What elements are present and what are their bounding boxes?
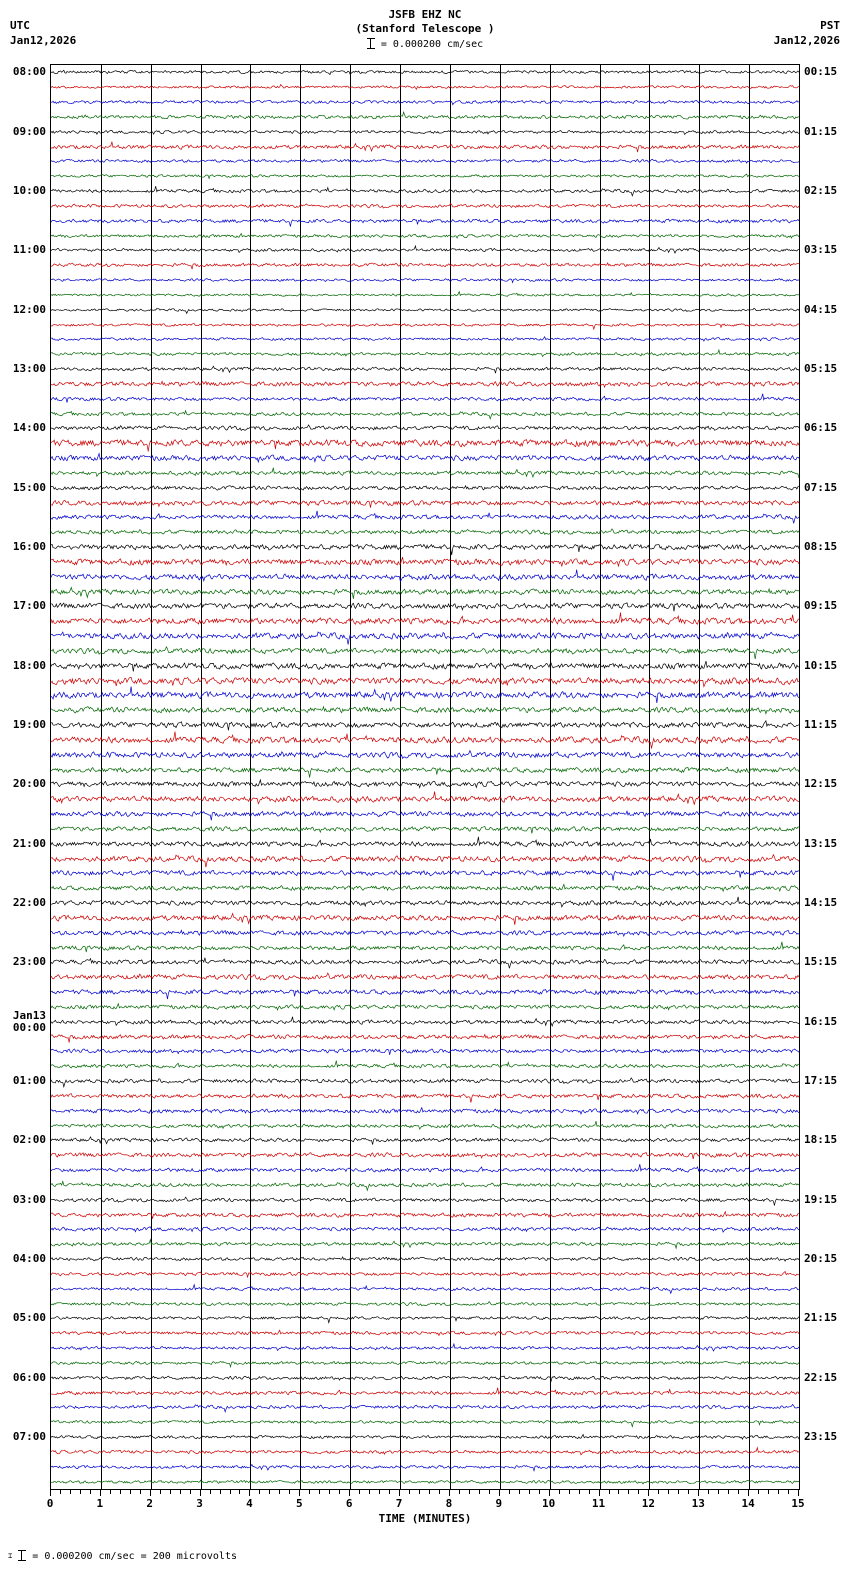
header-title-block [0, 8, 850, 36]
x-tick-minor [519, 1490, 520, 1494]
x-tick-minor [708, 1490, 709, 1494]
row-label-left: 22:00 [12, 896, 46, 910]
row-label-right: 12:15 [804, 777, 838, 791]
x-tick-minor [529, 1490, 530, 1494]
x-tick-major [549, 1490, 550, 1496]
x-tick-label: 3 [196, 1497, 203, 1510]
row-label-left: 21:00 [12, 836, 46, 850]
x-tick-minor [80, 1490, 81, 1494]
x-tick-minor [259, 1490, 260, 1494]
x-tick-minor [369, 1490, 370, 1494]
row-label-left: 19:00 [12, 718, 46, 732]
row-label-right: 13:15 [804, 836, 838, 850]
trace-row [51, 1473, 801, 1491]
x-tick-minor [359, 1490, 360, 1494]
row-label-right: 14:15 [804, 896, 838, 910]
row-label-left: 03:00 [12, 1192, 46, 1206]
x-tick-label: 7 [395, 1497, 403, 1510]
x-tick-minor [718, 1490, 719, 1494]
x-tick-major [648, 1490, 649, 1496]
row-label-right: 03:15 [804, 243, 838, 257]
x-tick-label: 0 [46, 1497, 54, 1510]
page-subtitle: (Stanford Telescope ) [355, 22, 495, 35]
x-tick-minor [559, 1490, 560, 1494]
footer-scale-label: = 0.000200 cm/sec = 200 microvolts [32, 1551, 237, 1562]
row-label-left: Jan13 00:00 [12, 1008, 46, 1034]
x-tick-major [449, 1490, 450, 1496]
x-tick-minor [688, 1490, 689, 1494]
x-tick-major [748, 1490, 749, 1496]
x-tick-minor [419, 1490, 420, 1494]
x-tick-major [599, 1490, 600, 1496]
header-left-timezone: UTC [10, 19, 30, 32]
footer-tiny-mark: ⌶ [8, 1552, 13, 1560]
row-label-right: 22:15 [804, 1370, 838, 1384]
row-label-right: 08:15 [804, 540, 838, 554]
x-tick-minor [279, 1490, 280, 1494]
x-tick-major [200, 1490, 201, 1496]
x-tick-minor [110, 1490, 111, 1494]
x-tick-minor [569, 1490, 570, 1494]
x-tick-minor [180, 1490, 181, 1494]
row-label-left: 23:00 [12, 955, 46, 969]
x-tick-label: 2 [146, 1497, 154, 1510]
row-label-left: 09:00 [12, 124, 46, 138]
row-label-right: 07:15 [804, 480, 838, 494]
x-tick-minor [210, 1490, 211, 1494]
row-label-right: 19:15 [804, 1192, 838, 1206]
x-tick-minor [190, 1490, 191, 1494]
x-tick-label: 11 [591, 1497, 606, 1510]
row-label-left: 12:00 [12, 302, 46, 316]
scale-reference [0, 38, 850, 50]
x-tick-minor [409, 1490, 410, 1494]
x-tick-minor [239, 1490, 240, 1494]
row-label-right: 10:15 [804, 658, 838, 672]
x-tick-minor [70, 1490, 71, 1494]
x-tick-minor [339, 1490, 340, 1494]
x-tick-label: 8 [445, 1497, 453, 1510]
row-label-right: 15:15 [804, 955, 838, 969]
x-tick-minor [269, 1490, 270, 1494]
x-tick-major [50, 1490, 51, 1496]
x-tick-minor [319, 1490, 320, 1494]
row-label-right: 17:15 [804, 1074, 838, 1088]
x-tick-major [349, 1490, 350, 1496]
x-tick-minor [120, 1490, 121, 1494]
footer-scale-bar-icon [18, 1550, 26, 1561]
x-tick-minor [509, 1490, 510, 1494]
row-label-right: 02:15 [804, 184, 838, 198]
row-label-right: 23:15 [804, 1430, 838, 1444]
x-axis [46, 1490, 805, 1510]
row-label-right: 00:15 [804, 65, 838, 79]
x-tick-label: 9 [495, 1497, 503, 1510]
row-label-right: 21:15 [804, 1311, 838, 1325]
row-label-left: 04:00 [12, 1252, 46, 1266]
x-tick-minor [539, 1490, 540, 1494]
x-tick-minor [160, 1490, 161, 1494]
x-tick-label: 4 [246, 1497, 253, 1510]
x-tick-label: 5 [296, 1497, 303, 1510]
row-label-left: 02:00 [12, 1133, 46, 1147]
header-right-date: Jan12,2026 [773, 34, 840, 47]
x-tick-minor [728, 1490, 729, 1494]
x-tick-major [150, 1490, 151, 1496]
x-tick-major [249, 1490, 250, 1496]
x-tick-minor [60, 1490, 61, 1494]
row-label-right: 06:15 [804, 421, 838, 435]
x-tick-minor [479, 1490, 480, 1494]
row-label-left: 05:00 [12, 1311, 46, 1325]
row-label-right: 01:15 [804, 124, 838, 138]
row-label-right: 05:15 [804, 362, 838, 376]
x-tick-minor [778, 1490, 779, 1494]
row-label-left: 08:00 [12, 65, 46, 79]
x-tick-minor [489, 1490, 490, 1494]
row-label-left: 10:00 [12, 184, 46, 198]
x-tick-major [698, 1490, 699, 1496]
row-label-left: 01:00 [12, 1074, 46, 1088]
x-tick-minor [469, 1490, 470, 1494]
x-tick-minor [230, 1490, 231, 1494]
row-label-left: 13:00 [12, 362, 46, 376]
x-tick-minor [379, 1490, 380, 1494]
x-tick-minor [459, 1490, 460, 1494]
x-tick-minor [628, 1490, 629, 1494]
row-label-left: 18:00 [12, 658, 46, 672]
x-tick-minor [220, 1490, 221, 1494]
x-tick-minor [329, 1490, 330, 1494]
x-tick-label: 13 [691, 1497, 705, 1510]
row-label-left: 07:00 [12, 1430, 46, 1444]
row-label-left: 20:00 [12, 777, 46, 791]
x-tick-minor [389, 1490, 390, 1494]
x-tick-minor [678, 1490, 679, 1494]
header-right-timezone: PST [820, 19, 840, 32]
seismogram-plot [50, 64, 800, 1490]
row-label-right: 09:15 [804, 599, 838, 613]
x-tick-minor [289, 1490, 290, 1494]
row-label-right: 16:15 [804, 1014, 838, 1028]
row-label-left: 16:00 [12, 540, 46, 554]
row-label-right: 11:15 [804, 718, 838, 732]
x-tick-label: 1 [96, 1497, 104, 1510]
x-tick-label: 14 [741, 1497, 755, 1510]
row-label-right: 20:15 [804, 1252, 838, 1266]
x-tick-minor [90, 1490, 91, 1494]
x-tick-minor [140, 1490, 141, 1494]
x-tick-minor [758, 1490, 759, 1494]
x-tick-minor [618, 1490, 619, 1494]
page-title: JSFB EHZ NC [388, 8, 462, 21]
x-tick-major [299, 1490, 300, 1496]
x-tick-minor [170, 1490, 171, 1494]
x-tick-major [100, 1490, 101, 1496]
x-tick-minor [609, 1490, 610, 1494]
row-label-left: 14:00 [12, 421, 46, 435]
x-tick-minor [589, 1490, 590, 1494]
row-label-right: 04:15 [804, 302, 838, 316]
x-tick-major [798, 1490, 799, 1496]
x-tick-minor [768, 1490, 769, 1494]
x-tick-minor [658, 1490, 659, 1494]
row-label-left: 15:00 [12, 480, 46, 494]
x-tick-minor [638, 1490, 639, 1494]
footer-scale [8, 1550, 237, 1562]
x-tick-major [499, 1490, 500, 1496]
row-label-right: 18:15 [804, 1133, 838, 1147]
x-tick-label: 15 [791, 1497, 805, 1510]
x-tick-minor [579, 1490, 580, 1494]
scale-reference-label: = 0.000200 cm/sec [380, 39, 484, 50]
scale-bar-icon [367, 38, 375, 49]
row-label-left: 17:00 [12, 599, 46, 613]
x-tick-minor [130, 1490, 131, 1494]
x-tick-minor [788, 1490, 789, 1494]
row-label-left: 06:00 [12, 1370, 46, 1384]
x-axis-label: TIME (MINUTES) [378, 1512, 472, 1525]
x-tick-label: 12 [641, 1497, 656, 1510]
row-label-left: 11:00 [12, 243, 46, 257]
x-tick-minor [429, 1490, 430, 1494]
x-tick-minor [309, 1490, 310, 1494]
x-tick-label: 10 [542, 1497, 556, 1510]
x-tick-label: 6 [345, 1497, 353, 1510]
header-left-date: Jan12,2026 [10, 34, 77, 47]
x-tick-major [399, 1490, 400, 1496]
x-tick-minor [668, 1490, 669, 1494]
x-tick-minor [439, 1490, 440, 1494]
x-tick-minor [738, 1490, 739, 1494]
